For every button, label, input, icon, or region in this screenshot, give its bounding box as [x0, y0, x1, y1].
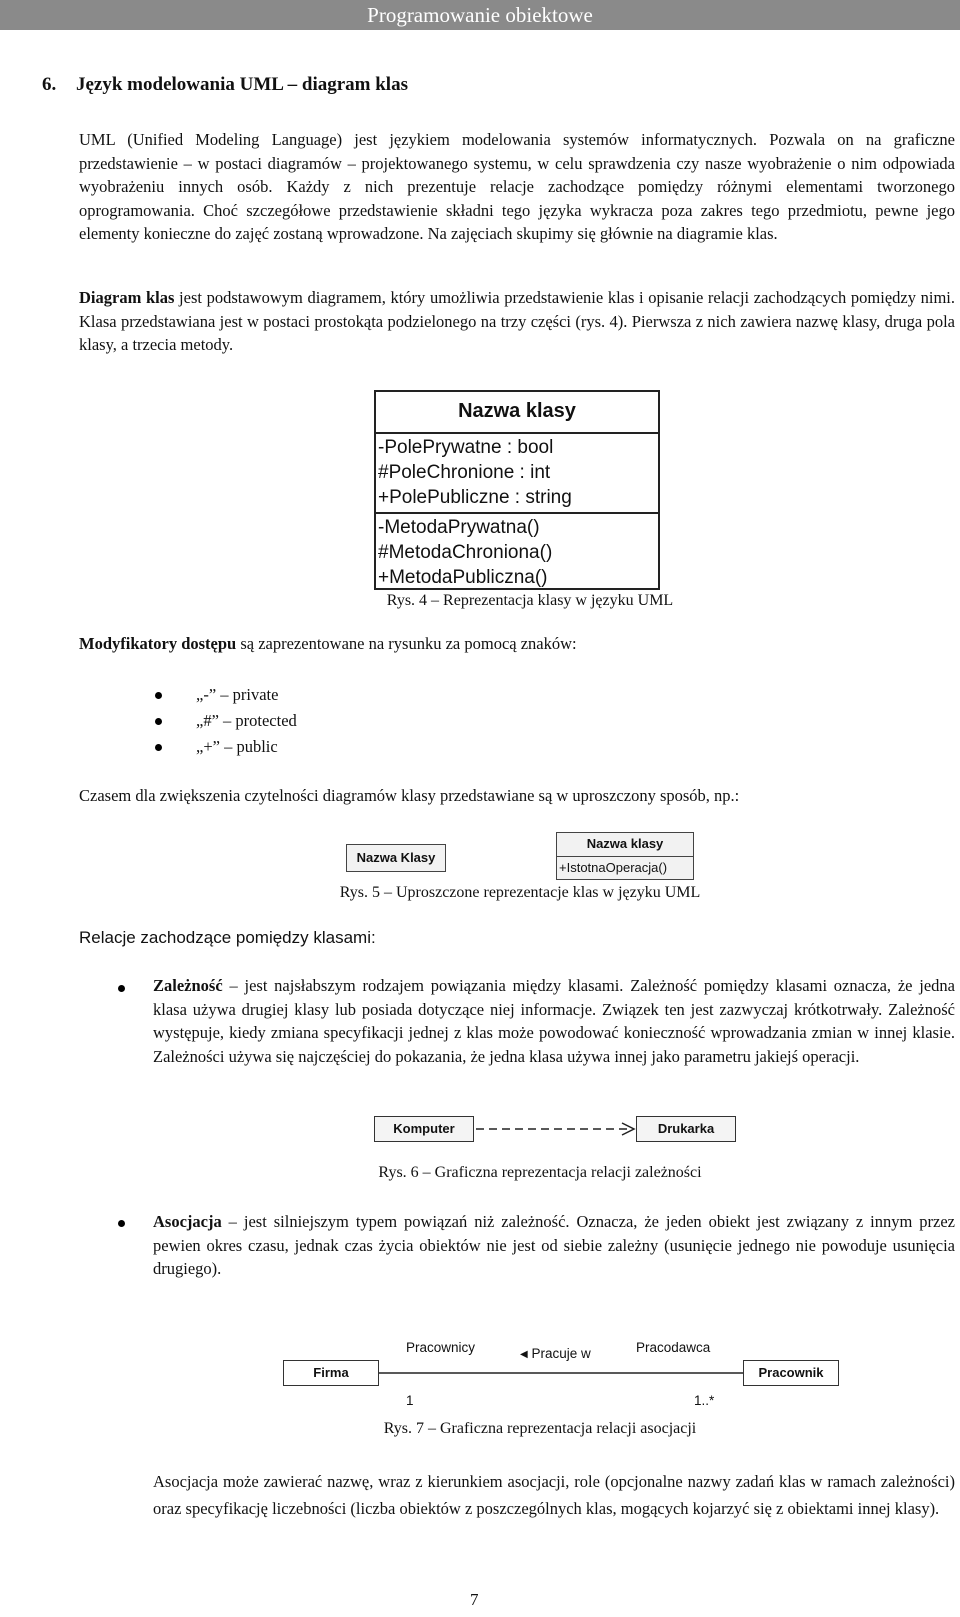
relations-heading: Relacje zachodzące pomiędzy klasami: [79, 928, 376, 947]
uml-class-name: Nazwa klasy [376, 392, 658, 434]
dependency-arrow [474, 1116, 636, 1142]
section-number: 6. [42, 74, 57, 95]
uml-field: +PolePubliczne : string [378, 487, 572, 508]
association-right-class: Pracownik [743, 1360, 839, 1386]
direction-triangle-icon: ◀ [520, 1349, 528, 1360]
association-text: – jest silniejszym typem powiązań niż zależność. Oznacza, że jeden obiekt jest związany z innym przez pewien okres czasu, jednak czas życia obiektów nie jest od siebie zależny (usunięcie jednego nie powoduje usunięcia drugiego). [153, 1212, 955, 1278]
fig4-caption: Rys. 4 – Reprezentacja klasy w języku UML [386, 592, 674, 609]
uml-field: #PoleChronione : int [378, 462, 551, 483]
dependency-term: Zależność [153, 976, 223, 995]
simplified-class-box: Nazwa Klasy [346, 844, 446, 872]
fig7-caption: Rys. 7 – Graficzna reprezentacja relacji asocjacji [383, 1420, 697, 1437]
modifiers-term: Modyfikatory dostępu [79, 634, 237, 653]
bullet-icon [118, 985, 125, 992]
assoc-left-role: Pracownicy [406, 1340, 476, 1355]
uml-methods-section [376, 514, 658, 592]
assoc-name [520, 1346, 591, 1361]
uml-class-diagram [374, 390, 660, 590]
dependency-text: – jest najsłabszym rodzajem powiązania między klasami. Zależność pomiędzy klasami oznacza, że jedna klasa używa drugiej klasy lub posiada dotyczące niej informacje. Związek ten jest zazwyczaj krótkotrwały. Zależność występuje, kiedy zmiana specyfikacji jednej z klas może powodować konieczność wprowadzania zmian w innej klasie. Zależności używa się najczęściej do pokazania, że jedna klasa używa innej jako parametru jakiejś operacji. [153, 976, 955, 1066]
class-diagram-term: Diagram klas [79, 288, 175, 307]
bullet-icon [118, 1220, 125, 1227]
dependency-source-class: Komputer [374, 1116, 474, 1142]
page-number: 7 [470, 1590, 479, 1609]
bullet-icon [155, 744, 162, 751]
modifier-item-protected: „#” – protected [196, 711, 297, 730]
association-left-class: Firma [283, 1360, 379, 1386]
simplified-class-box-with-method [556, 832, 694, 880]
dependency-paragraph [153, 974, 955, 1068]
modifier-item-private: „-” – private [196, 685, 279, 704]
modifier-item-public: „+” – public [196, 737, 278, 756]
modifiers-text: są zaprezentowane na rysunku za pomocą znaków: [236, 634, 577, 653]
bullet-icon [155, 692, 162, 699]
class-diagram-text: jest podstawowym diagramem, który umożliwia przedstawienie klas i opisanie relacji zachodzących pomiędzy nimi. Klasa przedstawiana jest w postaci prostokąta podzielonego na trzy części (rys. 4). Pierwsza z nich zawiera nazwę klasy, druga pola klasy, a trzecia metody. [79, 288, 956, 354]
uml-method: -MetodaPrywatna() [378, 517, 540, 538]
simplified-class-method: +IstotnaOperacja() [559, 860, 668, 875]
modifiers-intro [79, 634, 577, 654]
class-diagram-paragraph [79, 286, 955, 357]
uml-field: -PolePrywatne : bool [378, 437, 554, 458]
uml-method: +MetodaPubliczna() [378, 567, 548, 588]
association-paragraph [153, 1210, 955, 1281]
simplified-intro: Czasem dla zwiększenia czytelności diagramów klasy przedstawiane są w uproszczony sposób, np.: [79, 786, 740, 805]
fig5-caption: Rys. 5 – Uproszczone reprezentacje klas w języku UML [339, 884, 701, 901]
assoc-right-role: Pracodawca [636, 1340, 711, 1355]
uml-method: #MetodaChroniona() [378, 542, 553, 563]
simplified-class-name: Nazwa klasy [557, 833, 693, 857]
page-header: Programowanie obiektowe [0, 0, 960, 30]
association-term: Asocjacja [153, 1212, 222, 1231]
bullet-icon [155, 718, 162, 725]
association-line [379, 1360, 743, 1386]
uml-fields-section [376, 434, 658, 514]
assoc-left-multiplicity: 1 [406, 1393, 414, 1408]
dependency-target-class: Drukarka [636, 1116, 736, 1142]
association-details-paragraph: Asocjacja może zawierać nazwę, wraz z kierunkiem asocjacji, role (opcjonalne nazwy zadań klas w ramach zależności) oraz specyfikację liczebności (liczba obiektów z poszczególnych klas, mogących kojarzyć się z obiektami innej klasy). [153, 1472, 955, 1518]
section-title [42, 74, 408, 96]
section-title-text: Język modelowania UML – diagram klas [76, 74, 408, 95]
fig6-caption: Rys. 6 – Graficzna reprezentacja relacji zależności [378, 1164, 702, 1181]
assoc-right-multiplicity: 1..* [694, 1393, 715, 1408]
intro-paragraph: UML (Unified Modeling Language) jest językiem modelowania systemów informatycznych. Pozwala on na graficzne przedstawienie – w postaci diagramów – projektowanego systemu, w celu sprawdzenia czy nasze wyobrażenie o nim odpowiada wyobrażeniu innych osób. Każdy z nich prezentuje relacje zachodzące pomiędzy różnymi elementami tworzonego oprogramowania. Choć szczegółowe przedstawienie składni tego języka wykracza poza zakres tego przedmiotu, pewne jego elementy konieczne do zajęć zostaną wprowadzone. Na zajęciach skupimy się głównie na diagramie klas. [79, 130, 955, 243]
assoc-name-label: Pracuje w [531, 1346, 591, 1361]
